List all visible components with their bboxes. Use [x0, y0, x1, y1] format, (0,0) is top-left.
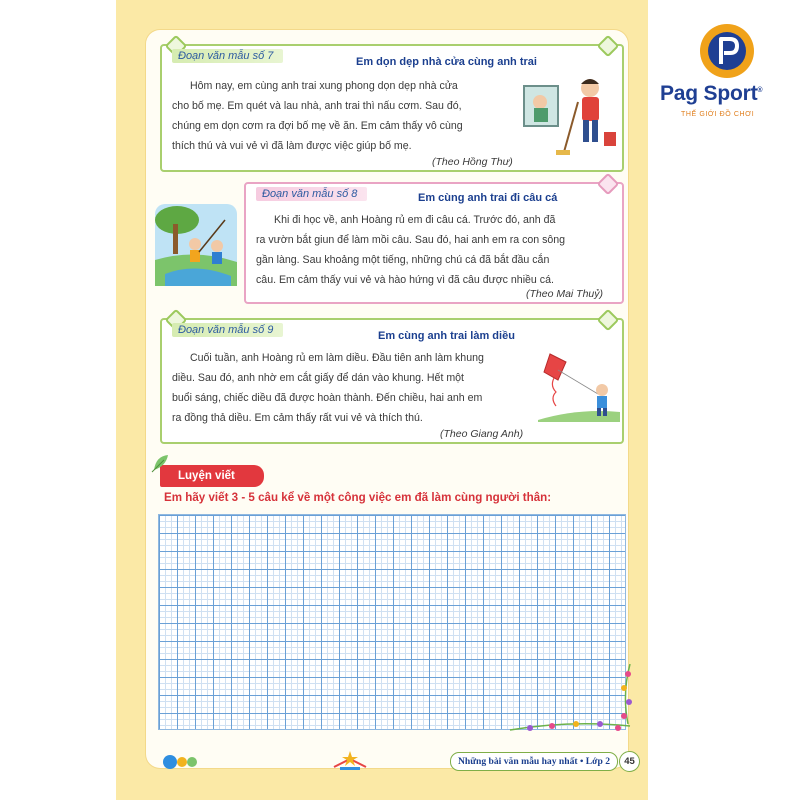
- passage-title: Em cùng anh trai đi câu cá: [418, 192, 558, 204]
- section-banner: Luyện viết: [160, 465, 264, 487]
- passage-card-9: [160, 318, 624, 444]
- passage-line: diều. Sau đó, anh nhờ em cắt giấy để dán vào khung. Hết một: [172, 372, 464, 384]
- writing-prompt: Em hãy viết 3 - 5 câu kể về một công việc em đã làm cùng người thân:: [164, 491, 552, 504]
- book-title-footer: Những bài văn mẫu hay nhất • Lớp 2: [450, 752, 618, 771]
- brand-tagline: THẾ GIỚI ĐỒ CHƠI: [681, 111, 755, 118]
- passage-text: [172, 76, 522, 156]
- passage-line: buổi sáng, chiếc diều đã được hoàn thành. Đến chiều, hai anh em: [172, 392, 483, 404]
- cleaning-illustration: [520, 72, 620, 158]
- passage-tag: Đoạn văn mẫu số 9: [172, 323, 283, 337]
- passage-title: Em cùng anh trai làm diều: [378, 330, 515, 342]
- passage-source: (Theo Giang Anh): [440, 428, 524, 440]
- brand-name: [660, 82, 762, 106]
- passage-source: (Theo Mai Thuỷ): [526, 288, 604, 300]
- passage-source: (Theo Hồng Thư): [432, 156, 513, 168]
- passage-card-8: [244, 182, 624, 304]
- passage-line: chúng em dọn cơm ra đợi bố mẹ về ăn. Em cảm thấy vô cùng: [172, 120, 463, 132]
- leaf-icon: [150, 452, 172, 474]
- passage-card-7: [160, 44, 624, 172]
- passage-line: Cuối tuần, anh Hoàng rủ em làm diều. Đầu tiên anh làm khung: [190, 352, 484, 364]
- registered-mark: ®: [757, 87, 763, 94]
- passage-line: Khi đi học về, anh Hoàng rủ em đi câu cá. Trước đó, anh đã: [274, 214, 556, 226]
- fishing-illustration: [155, 204, 237, 286]
- publisher-logo-icon: [162, 752, 202, 772]
- passage-title: Em dọn dẹp nhà cửa cùng anh trai: [356, 56, 537, 68]
- kite-illustration: [538, 350, 620, 422]
- p-logo-icon: [698, 22, 756, 80]
- passage-line: Hôm nay, em cùng anh trai xung phong dọn dẹp nhà cửa: [190, 80, 458, 92]
- passage-tag: Đoạn văn mẫu số 7: [172, 49, 283, 63]
- passage-line: ra vườn bắt giun để làm mồi câu. Sau đó, hai anh em ra con sông: [256, 234, 566, 246]
- passage-text: [172, 348, 534, 428]
- flower-decoration-icon: [500, 664, 640, 744]
- passage-line: cho bố mẹ. Em quét và lau nhà, anh trai thì nấu cơm. Sau đó,: [172, 100, 462, 112]
- brand-name-text: Pag Sport: [660, 82, 758, 105]
- passage-line: câu. Em cảm thấy vui vẻ và hào hứng vì đã câu được nhiều cá.: [256, 274, 554, 286]
- passage-line: thích thú và vui vẻ vì đã làm được việc giúp bố mẹ.: [172, 140, 412, 152]
- passage-text: [256, 210, 616, 290]
- passage-line: ra đồng thả diều. Em cảm thấy rất vui vẻ và thích thú.: [172, 412, 423, 424]
- passage-line: gần làng. Sau khoảng một tiếng, những chú cá đã bắt đầu cắn: [256, 254, 550, 266]
- book-logo-icon: [330, 749, 370, 771]
- passage-tag: Đoạn văn mẫu số 8: [256, 187, 367, 201]
- page-number: 45: [619, 751, 640, 772]
